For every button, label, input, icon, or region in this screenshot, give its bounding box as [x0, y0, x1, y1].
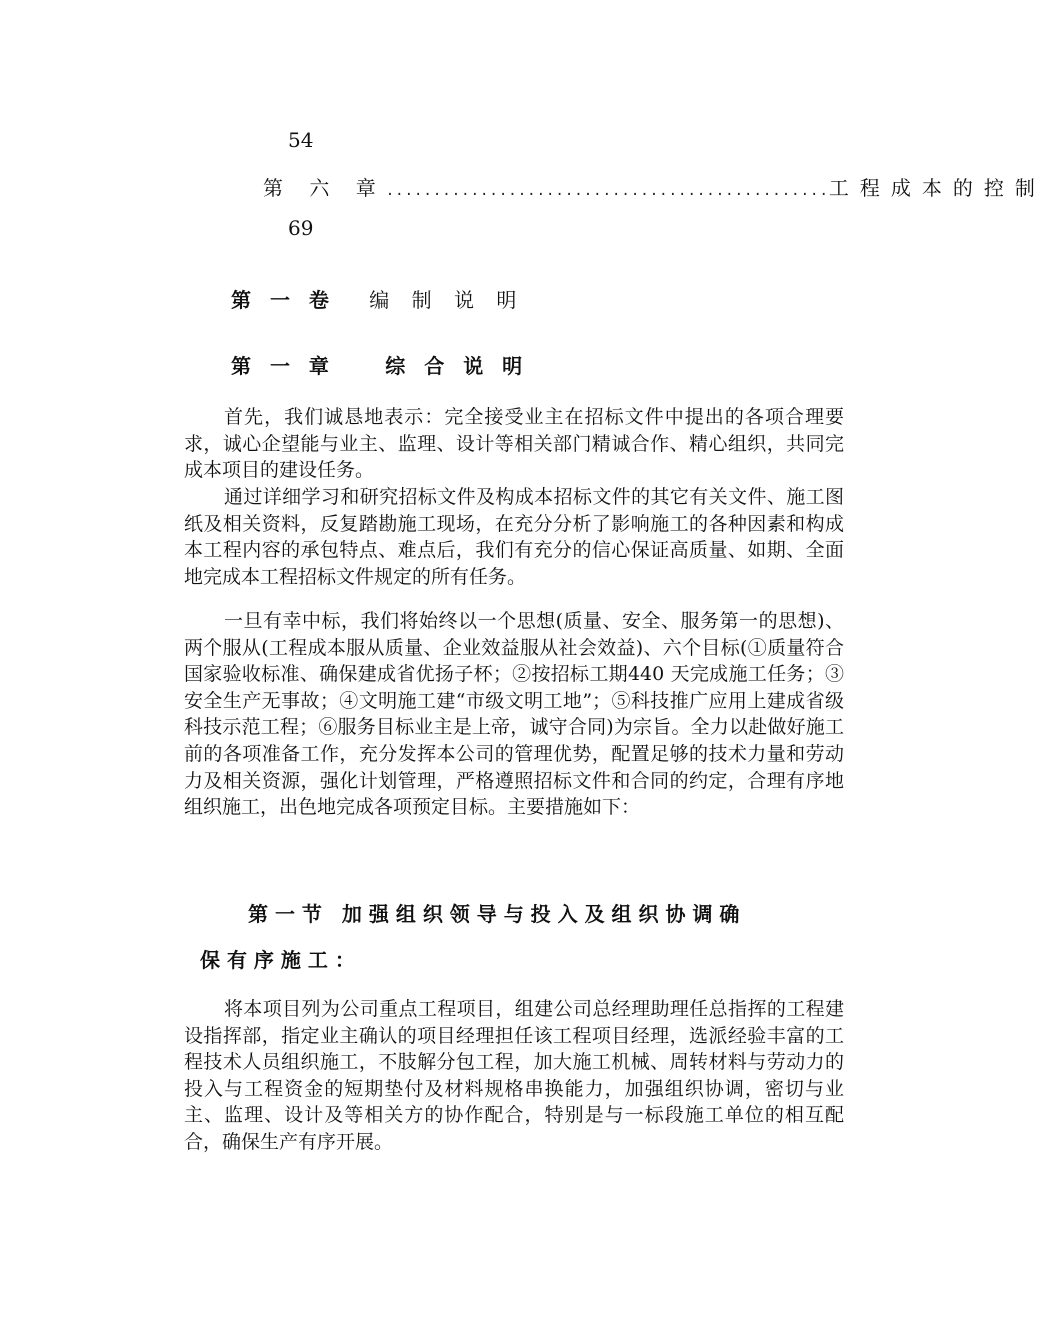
intro-paragraph-2: 通过详细学习和研究招标文件及构成本招标文件的其它有关文件、施工图纸及相关资料，反复踏勘施工现场，在充分分析了影响施工的各种因素和构成本工程内容的承包特点、难点后，我们有充分的信心保证高质量、如期、全面地完成本工程招标文件规定的所有任务。 [184, 486, 844, 588]
toc-chapter-label: 第 六 章 [263, 176, 386, 200]
volume-title: 编 制 说 明 [369, 288, 525, 312]
volume-heading [231, 284, 524, 313]
section-heading-line2: 保 有 序 施 工 ： [200, 948, 355, 972]
volume-label: 第 一 卷 [231, 288, 335, 312]
section-paragraph: 将本项目列为公司重点工程项目，组建公司总经理助理任总指挥的工程建设指挥部，指定业主确认的项目经理担任该工程项目经理，选派经验丰富的工程技术人员组织施工，不肢解分包工程，加大施工机械、周转材料与劳动力的投入与工程资金的短期垫付及材料规格串换能力，加强组织协调，密切与业主、监理、设计及等相关方的协作配合，特别是与一标段施工单位的相互配合，确保生产有序开展。 [184, 998, 844, 1153]
toc-entry-chapter6[interactable] [263, 172, 1046, 201]
toc-leader-dots: ............................................... [385, 183, 829, 199]
intro-paragraph-1: 首先，我们诚恳地表示：完全接受业主在招标文件中提出的各项合理要求，诚心企望能与业主、监理、设计等相关部门精诚合作、精心组织，共同完成本项目的建设任务。 [184, 406, 844, 482]
chapter-label: 第 一 章 [231, 354, 335, 378]
toc-page-number-54: 54 [288, 128, 314, 152]
section-heading-line1: 第 一 节 加 强 组 织 领 导 与 投 入 及 组 织 协 调 确 [248, 902, 740, 926]
chapter-title: 综 合 说 明 [385, 354, 529, 378]
intro-paragraph-3: 一旦有幸中标，我们将始终以一个思想(质量、安全、服务第一的思想)、两个服从(工程成本服从质量、企业效益服从社会效益)、六个目标(①质量符合国家验收标准、确保建成省优扬子杯；②按招标工期440 天完成施工任务；③安全生产无事故；④文明施工建“市级文明工地”；⑤科技推广应用上建成省级科技示范工程；⑥服务目标业主是上帝，诚守合同)为宗旨。全力以赴做好施工前的各项准备工作，充分发挥本公司的管理优势，配置足够的技术力量和劳动力及相关资源，强化计划管理，严格遵照招标文件和合同的约定，合理有序地组织施工，出色地完成各项预定目标。主要措施如下： [184, 610, 844, 819]
toc-chapter-title: 工程成本的控制 [828, 176, 1046, 200]
toc-page-number-69: 69 [288, 216, 314, 240]
chapter-heading [231, 350, 528, 379]
